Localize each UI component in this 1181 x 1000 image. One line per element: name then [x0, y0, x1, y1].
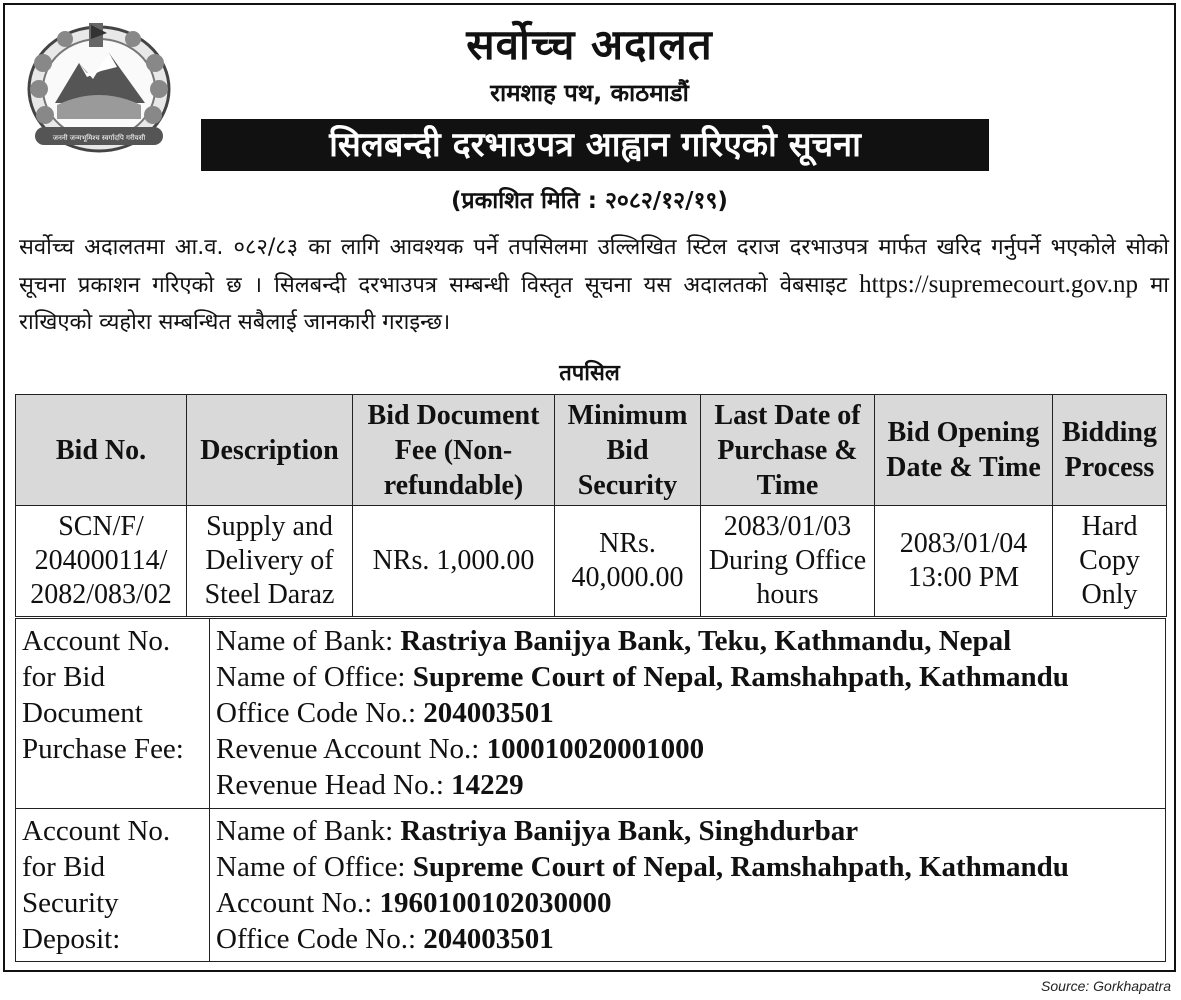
- account-row-security: [16, 809, 1166, 962]
- cell-process: Hard Copy Only: [1053, 506, 1167, 617]
- cell-security: NRs. 40,000.00: [555, 506, 701, 617]
- cell-bid-no: SCN/F/ 204000114/ 2082/083/02: [16, 506, 187, 617]
- bid-table: [15, 394, 1167, 617]
- account-details-fee: [210, 619, 1166, 809]
- cell-opening: 2083/01/04 13:00 PM: [875, 506, 1053, 617]
- account-label-fee: Account No. for Bid Document Purchase Fee:: [16, 619, 210, 809]
- schedule-label: तपसिल: [559, 361, 620, 386]
- account-table: [15, 618, 1166, 962]
- detail-revenue-head: Revenue Head No.: 14229: [216, 769, 524, 801]
- detail-office-code: Office Code No.: 204003501: [216, 923, 554, 955]
- detail-office: Name of Office: Supreme Court of Nepal, Ramshahpath, Kathmandu: [216, 661, 1069, 693]
- publication-date: (प्रकाशित मिति : २०८२/१२/१९): [451, 188, 728, 214]
- emblem-motto: जननी जन्मभूमिश्च स्वर्गादपि गरीयसी: [52, 134, 146, 142]
- detail-account-no: Account No.: 1960100102030000: [216, 887, 612, 919]
- cell-description: Supply and Delivery of Steel Daraz: [187, 506, 353, 617]
- col-header-last-date: Last Date of Purchase & Time: [701, 395, 875, 506]
- col-header-description: Description: [187, 395, 353, 506]
- bid-table-header-row: [16, 395, 1167, 506]
- detail-office-code: Office Code No.: 204003501: [216, 697, 554, 729]
- detail-revenue-account: Revenue Account No.: 100010020001000: [216, 733, 705, 765]
- account-row-fee: [16, 619, 1166, 809]
- account-details-security: [210, 809, 1166, 962]
- intro-text-start: सर्वोच्च अदालतमा आ.व. ०८२/८३ का लागि आवश्यक पर्ने तपसिलमा उल्लिखित स्टिल दराज दरभाउपत्र मार्फत खरिद गर्नुपर्ने भएकोले सोको सूचना प्रकाशन गरिएको छ । सिलबन्दी दरभाउपत्र सम्बन्धी विस्तृत सूचना यस अदालतको वेबसाइट: [19, 235, 1169, 298]
- cell-last-date: 2083/01/03 During Office hours: [701, 506, 875, 617]
- detail-bank: Name of Bank: Rastriya Banijya Bank, Singhdurbar: [216, 815, 859, 847]
- col-header-process: Bidding Process: [1053, 395, 1167, 506]
- website-link[interactable]: https://supremecourt.gov.np: [859, 271, 1139, 298]
- col-header-bid-no: Bid No.: [16, 395, 187, 506]
- detail-office: Name of Office: Supreme Court of Nepal, Ramshahpath, Kathmandu: [216, 851, 1069, 883]
- intro-text-end: मा राखिएको व्यहोरा सम्बन्धित सबैलाई जानकारी गराइन्छ।: [19, 273, 1169, 335]
- table-row: [16, 506, 1167, 617]
- col-header-opening: Bid Opening Date & Time: [875, 395, 1053, 506]
- col-header-security: Minimum Bid Security: [555, 395, 701, 506]
- court-address: रामशाह पथ, काठमाडौं: [490, 79, 689, 107]
- detail-bank: Name of Bank: Rastriya Banijya Bank, Teku, Kathmandu, Nepal: [216, 625, 1012, 657]
- notice-title-banner: सिलबन्दी दरभाउपत्र आह्वान गरिएको सूचना: [201, 119, 989, 171]
- cell-fee: NRs. 1,000.00: [353, 506, 555, 617]
- col-header-fee: Bid Document Fee (Non-refundable): [353, 395, 555, 506]
- account-label-security: Account No. for Bid Security Deposit:: [16, 809, 210, 962]
- court-title: सर्वोच्च अदालत: [466, 20, 713, 69]
- intro-paragraph: [19, 229, 1169, 341]
- source-credit: Source: Gorkhapatra: [1041, 978, 1171, 994]
